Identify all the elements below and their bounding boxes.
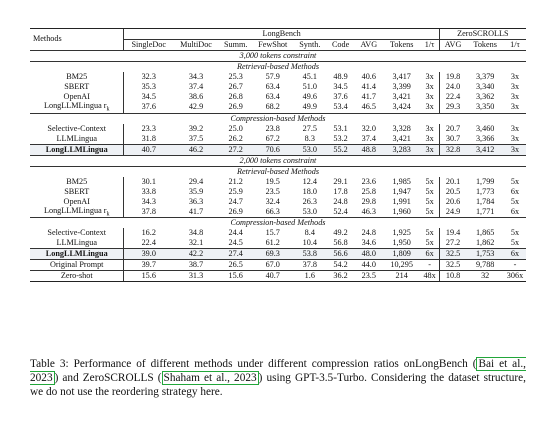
table-cell: 57.9: [265, 72, 280, 81]
results-table: [30, 28, 526, 282]
table-cell: 16.2: [124, 228, 173, 238]
method-name: [30, 92, 124, 102]
table-cell: 3x: [425, 92, 434, 101]
table-cell: 46.5: [361, 102, 376, 112]
method-name: [30, 102, 124, 113]
table-body: [30, 51, 526, 282]
table-cell: 23.8: [265, 123, 280, 133]
table-cell: 3x: [425, 123, 434, 133]
table-row: [30, 82, 526, 92]
table-cell: 5x: [510, 238, 520, 248]
table-cell: 1,753: [466, 249, 504, 260]
table-cell: 3,421: [392, 133, 411, 143]
table-cell: 10,295: [383, 260, 421, 271]
table-row: [30, 92, 526, 102]
method-name: [30, 72, 124, 82]
table-cell: 48x: [420, 271, 439, 282]
table-cell: 40.6: [361, 72, 376, 81]
table-cell: 34.8: [188, 228, 204, 238]
citation-bai[interactable]: Bai et al., 2023: [30, 358, 526, 385]
table-cell: 24.0: [439, 82, 466, 92]
method-label: SBERT: [64, 82, 90, 91]
table-cell: 5x: [425, 228, 434, 238]
table-cell: 24.5: [228, 238, 243, 248]
col-header: AVG: [439, 40, 466, 51]
table-cell: 48.0: [355, 249, 383, 260]
table-cell: 24.8: [333, 196, 348, 206]
table-cell: 3,417: [392, 72, 411, 81]
table-cell: 53.0: [302, 206, 317, 216]
table-cell: 44.0: [355, 260, 383, 271]
method-label: LongLLMLingua: [45, 249, 108, 259]
table-cell: 31.8: [124, 134, 173, 145]
method-name: [30, 177, 124, 187]
table-cell: 38.7: [173, 260, 219, 271]
table-cell: 70.6: [252, 144, 293, 155]
table-cell: 6x: [510, 186, 520, 196]
table-cell: 25.9: [228, 186, 243, 196]
table-cell: 6x: [510, 206, 520, 216]
table-cell: -: [504, 260, 526, 271]
table-cell: 3,340: [475, 82, 495, 91]
table-cell: 1,773: [475, 186, 495, 196]
table-cell: 1,985: [392, 176, 411, 186]
table-cell: 3,283: [383, 144, 421, 155]
table-cell: 37.4: [361, 133, 376, 143]
best-row: [30, 249, 526, 260]
table-cell: 38.6: [188, 92, 204, 101]
table-cell: 26.9: [228, 102, 243, 112]
table-cell: 54.2: [327, 260, 355, 271]
table-cell: 3x: [425, 82, 434, 91]
table-cell: 36.2: [327, 271, 355, 282]
zeroscrolls-header: ZeroSCROLLS: [439, 29, 526, 40]
table-cell: 36.3: [188, 196, 204, 206]
table-cell: 32.3: [124, 72, 173, 82]
table-cell: 39.2: [188, 123, 204, 133]
longbench-header: LongBench: [124, 29, 439, 40]
table-cell: 37.6: [124, 102, 173, 113]
table-cell: 3,328: [392, 123, 411, 133]
table-cell: 3x: [510, 92, 520, 101]
table-cell: 10.4: [302, 238, 317, 248]
table-cell: 32.5: [439, 260, 466, 271]
table-row: [30, 228, 526, 238]
method-subscript: k: [106, 106, 110, 113]
table-cell: 23.5: [265, 186, 280, 196]
table-cell: 5x: [425, 238, 434, 248]
col-header: 1/τ: [510, 39, 520, 49]
table-cell: 12.4: [302, 176, 317, 186]
table-cell: 1,865: [475, 228, 495, 238]
table-cell: 40.7: [252, 271, 293, 282]
table-cell: 48.8: [355, 144, 383, 155]
col-header: Summ.: [223, 39, 248, 49]
table-row: [30, 197, 526, 207]
table-cell: 6x: [504, 249, 526, 260]
table-cell: 41.4: [361, 82, 376, 91]
table-cell: 3,362: [475, 92, 495, 101]
table-cell: 37.5: [188, 133, 204, 143]
table-cell: 53.4: [333, 102, 348, 112]
table-cell: 24.4: [228, 228, 243, 238]
table-cell: 1,771: [475, 206, 495, 216]
table-cell: 33.8: [124, 187, 173, 197]
table-row: [30, 102, 526, 113]
table-cell: 22.4: [439, 92, 466, 102]
section-title: [30, 113, 526, 124]
table-cell: 6x: [420, 249, 439, 260]
table-cell: 3,379: [475, 72, 495, 81]
table-cell: 18.0: [302, 186, 317, 196]
table-cell: 8.3: [304, 133, 315, 143]
table-cell: 32.1: [188, 238, 204, 248]
table-cell: 67.2: [265, 133, 280, 143]
table-row: [30, 238, 526, 249]
method-name: [30, 134, 124, 145]
table-cell: 1,925: [392, 228, 411, 238]
table-cell: 19.8: [439, 72, 466, 82]
table-cell: 34.3: [124, 197, 173, 207]
table-cell: 10.8: [439, 271, 466, 282]
method-label: LLMLingua: [56, 238, 97, 248]
table-cell: 9,788: [466, 260, 504, 271]
table-cell: 29.1: [333, 176, 348, 186]
table-cell: 3x: [510, 133, 520, 143]
table-cell: 27.2: [219, 144, 252, 155]
table-cell: 29.3: [439, 102, 466, 113]
table-cell: 69.3: [252, 249, 293, 260]
table-cell: 306x: [504, 271, 526, 282]
method-name: [30, 260, 124, 271]
col-header: Synth.: [299, 39, 321, 49]
table-cell: 49.9: [302, 102, 317, 112]
method-label: LLMLingua: [56, 133, 97, 143]
table-cell: 24.8: [361, 228, 376, 238]
method-name: [30, 144, 124, 155]
table-cell: 41.7: [188, 206, 204, 216]
table-cell: 1,960: [392, 206, 411, 216]
method-label: LongLLMLingua r: [43, 102, 107, 110]
table-cell: 32.0: [361, 123, 376, 133]
table-cell: 41.7: [361, 92, 376, 101]
table-cell: 3x: [425, 72, 434, 81]
table-cell: 26.5: [219, 260, 252, 271]
method-name: [30, 271, 124, 282]
table-cell: 5x: [425, 206, 434, 216]
section-title: [30, 62, 526, 73]
method-name: [30, 207, 124, 218]
table-cell: 53.8: [293, 249, 326, 260]
table-cell: 15.6: [124, 271, 173, 282]
col-header: SingleDoc: [124, 40, 173, 51]
table-cell: 53.2: [333, 133, 348, 143]
table-row: [30, 177, 526, 187]
col-header: Tokens: [389, 39, 414, 49]
table-cell: 32.5: [439, 249, 466, 260]
best-row: [30, 144, 526, 155]
col-header: FewShot: [258, 39, 288, 49]
table-cell: 26.9: [228, 206, 243, 216]
table-cell: 61.2: [265, 238, 280, 248]
method-label: SBERT: [64, 186, 90, 196]
table-cell: 5x: [510, 196, 520, 206]
table-cell: 3x: [425, 133, 434, 143]
table-cell: 1,799: [475, 176, 495, 186]
table-cell: 23.6: [361, 176, 376, 186]
table-cell: 34.6: [361, 238, 376, 248]
table-cell: 63.4: [265, 82, 280, 91]
method-label: OpenAI: [63, 92, 90, 101]
table-cell: 19.4: [439, 228, 466, 238]
table-cell: 1,947: [392, 186, 411, 196]
table-cell: 35.9: [188, 186, 204, 196]
table-cell: 42.9: [188, 102, 204, 112]
col-header: MultiDoc: [180, 39, 212, 49]
table-cell: 3,424: [392, 102, 411, 112]
section-title-label: Compression-based Methods: [30, 218, 526, 229]
caption-text-2: ) and ZeroSCROLLS (: [54, 372, 162, 385]
table-cell: 1,784: [475, 196, 495, 206]
method-label: Zero-shot: [60, 271, 93, 281]
table-cell: 3,366: [475, 133, 495, 143]
table-cell: 34.3: [188, 72, 204, 81]
method-label: LongLLMLingua r: [43, 206, 107, 215]
method-label: OpenAI: [63, 196, 90, 206]
table-cell: 3,399: [392, 82, 411, 91]
table-cell: 3,412: [466, 144, 504, 155]
table-cell: 45.1: [302, 72, 317, 81]
table-header: [30, 29, 526, 51]
table-cell: 24.9: [439, 207, 466, 218]
table-cell: 32.8: [439, 144, 466, 155]
table-cell: 23.5: [355, 271, 383, 282]
section-title-label: Compression-based Methods: [30, 113, 526, 124]
table-cell: 30.1: [124, 177, 173, 187]
table-cell: 26.7: [228, 82, 243, 91]
table-cell: 56.6: [327, 249, 355, 260]
table-cell: 17.8: [333, 186, 348, 196]
table-cell: 3x: [510, 82, 520, 91]
table-cell: 5x: [510, 228, 520, 238]
section-title-label: Retrieval-based Methods: [30, 166, 526, 177]
table-row: [30, 187, 526, 197]
method-name: [30, 238, 124, 249]
table-cell: 25.0: [228, 123, 243, 133]
method-name: [30, 228, 124, 238]
table-cell: 26.3: [302, 196, 317, 206]
methods-header: Methods: [30, 29, 124, 51]
table-cell: 48.9: [333, 72, 348, 81]
table-cell: 31.3: [173, 271, 219, 282]
col-header: Tokens: [473, 39, 497, 49]
table-cell: 3,460: [475, 123, 495, 133]
table-cell: 53.0: [293, 144, 326, 155]
table-cell: 32.4: [265, 196, 280, 206]
table-cell: 56.8: [333, 238, 348, 248]
table-cell: 27.4: [219, 249, 252, 260]
table-cell: 53.1: [333, 123, 348, 133]
table-cell: 20.7: [439, 124, 466, 134]
table-cell: 1,862: [475, 238, 495, 248]
table-cell: 42.2: [173, 249, 219, 260]
table-cell: 1,991: [392, 196, 411, 206]
table-cell: 35.3: [124, 82, 173, 92]
table-cell: 5x: [510, 176, 520, 186]
table-cell: 66.3: [265, 206, 280, 216]
table-cell: -: [420, 260, 439, 271]
table-cell: 20.6: [439, 197, 466, 207]
table-cell: 67.0: [252, 260, 293, 271]
table-cell: 55.2: [327, 144, 355, 155]
method-name: [30, 124, 124, 134]
table-cell: 34.5: [333, 82, 348, 91]
caption-text-1: Table 3: Performance of different methods under different compression ratios onLongBench (: [30, 358, 477, 370]
table-cell: 1.6: [293, 271, 326, 282]
table-cell: 26.8: [228, 92, 243, 101]
table-cell: 25.3: [228, 72, 243, 81]
method-label: BM25: [66, 176, 88, 186]
table-cell: 19.5: [265, 176, 280, 186]
table-cell: 3,421: [392, 92, 411, 101]
table-cell: 22.4: [124, 238, 173, 249]
table-cell: 27.5: [302, 123, 317, 133]
table-row: [30, 134, 526, 145]
col-header: 1/τ: [424, 39, 435, 49]
table-cell: 29.4: [188, 176, 204, 186]
section-title: [30, 218, 526, 229]
table-cell: 3x: [510, 123, 520, 133]
table-cell: 3x: [420, 144, 439, 155]
method-name: [30, 82, 124, 92]
table-caption: [30, 357, 526, 400]
table-cell: 5x: [425, 176, 434, 186]
table-cell: 39.7: [124, 260, 173, 271]
table-cell: 3x: [504, 144, 526, 155]
table-cell: 37.8: [124, 207, 173, 218]
table-cell: 32: [466, 271, 504, 282]
table-cell: 3x: [510, 72, 520, 81]
table-row: [30, 207, 526, 218]
table-cell: 26.2: [228, 133, 243, 143]
table-cell: 49.2: [333, 228, 348, 238]
method-label: LongLLMLingua: [45, 144, 108, 154]
table-cell: 20.5: [439, 187, 466, 197]
table-cell: 5x: [425, 186, 434, 196]
table-cell: 39.0: [124, 249, 173, 260]
table-cell: 20.1: [439, 177, 466, 187]
table-cell: 40.7: [124, 144, 173, 155]
header-group-row: [30, 29, 526, 40]
method-subscript: k: [106, 211, 110, 218]
table-cell: 214: [383, 271, 421, 282]
table-cell: 52.4: [333, 206, 348, 216]
table-cell: 15.6: [219, 271, 252, 282]
table-cell: 3x: [510, 102, 520, 112]
table-cell: 23.3: [124, 124, 173, 134]
section-title: [30, 166, 526, 177]
table-cell: 37.6: [333, 92, 348, 101]
constraint-row: [30, 51, 526, 62]
table-cell: 15.7: [265, 228, 280, 238]
constraint-row-label: 3,000 tokens constraint: [30, 51, 526, 62]
method-name: [30, 187, 124, 197]
table-cell: 1,950: [392, 238, 411, 248]
table-cell: 24.7: [228, 196, 243, 206]
table-cell: 51.0: [302, 82, 317, 91]
table-row: [30, 271, 526, 282]
col-header: Code: [331, 39, 350, 49]
table-row: [30, 260, 526, 271]
caption-text-3: ) using GPT-3.5-Turbo. Considering the dataset structure, we do not use the reordering strategy here.: [30, 372, 526, 399]
section-title-label: Retrieval-based Methods: [30, 62, 526, 73]
table-cell: 49.6: [302, 92, 317, 101]
table-cell: 37.4: [188, 82, 204, 91]
table-cell: 21.2: [228, 176, 243, 186]
constraint-row: [30, 155, 526, 166]
table-cell: 34.5: [124, 92, 173, 102]
col-header: AVG: [360, 39, 378, 49]
citation-shaham[interactable]: Shaham et al., 2023: [163, 372, 257, 385]
table-cell: 37.8: [293, 260, 326, 271]
table-cell: 68.2: [265, 102, 280, 112]
table-cell: 29.8: [361, 196, 376, 206]
table-cell: 5x: [425, 196, 434, 206]
table-cell: 3,350: [475, 102, 495, 112]
table-cell: 46.3: [361, 206, 376, 216]
method-label: BM25: [66, 72, 88, 81]
table-cell: 46.2: [173, 144, 219, 155]
table-cell: 1,809: [383, 249, 421, 260]
table-row: [30, 124, 526, 134]
constraint-row-label: 2,000 tokens constraint: [30, 155, 526, 166]
table-cell: 3x: [425, 102, 434, 112]
method-name: [30, 197, 124, 207]
table-cell: 25.8: [361, 186, 376, 196]
table-cell: 30.7: [439, 134, 466, 145]
method-name: [30, 249, 124, 260]
method-label: Selective-Context: [47, 228, 107, 238]
method-label: Selective-Context: [47, 123, 107, 133]
table-cell: 27.2: [439, 238, 466, 249]
table-row: [30, 72, 526, 82]
method-label: Original Prompt: [50, 260, 104, 270]
table-cell: 63.4: [265, 92, 280, 101]
table-cell: 8.4: [304, 228, 315, 238]
